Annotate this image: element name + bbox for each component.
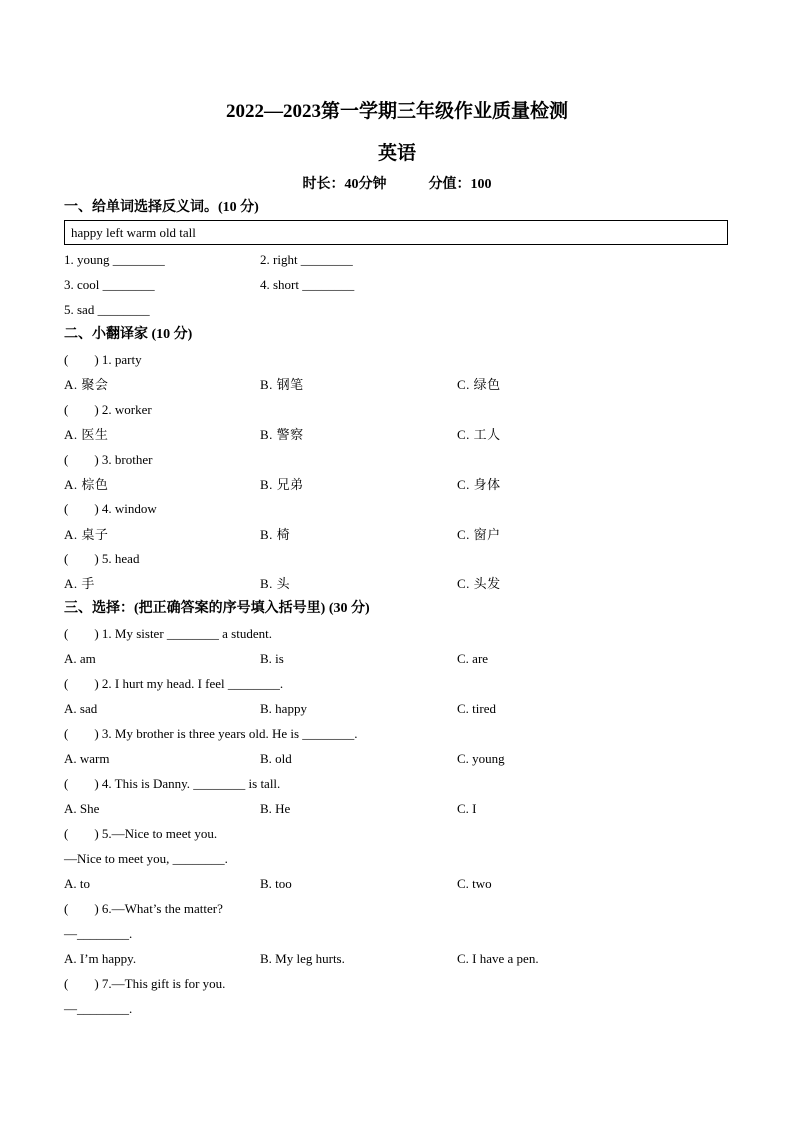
choice-option-a: A. sad <box>64 701 98 716</box>
choice-stem-6: ( ) 6.—What’s the matter? <box>64 901 223 916</box>
exam-score: 分值：100 <box>428 177 492 192</box>
choice-stem-4: ( ) 4. This is Danny. ________ is tall. <box>64 776 281 791</box>
translation-option-b: B. 头 <box>260 576 291 591</box>
choice-option-b: B. He <box>260 801 291 816</box>
translation-option-a: A. 桌子 <box>64 527 109 542</box>
antonym-item-5: 5. sad ________ <box>64 302 150 317</box>
translation-stem-1: ( ) 1. party <box>64 352 142 367</box>
antonym-item-2: 2. right ________ <box>260 252 353 267</box>
choice-stem-7: ( ) 7.—This gift is for you. <box>64 976 226 991</box>
choice-stem-2: ( ) 2. I hurt my head. I feel ________. <box>64 676 284 691</box>
choice-option-a: A. warm <box>64 751 110 766</box>
translation-option-b: B. 钢笔 <box>260 377 304 392</box>
choice-option-c: C. are <box>457 651 489 666</box>
choice-option-a: A. am <box>64 651 96 666</box>
translation-option-b: B. 兄弟 <box>260 477 304 492</box>
antonym-item-3: 3. cool ________ <box>64 277 155 292</box>
translation-option-a: A. 医生 <box>64 427 109 442</box>
choice-option-b: B. My leg hurts. <box>260 951 345 966</box>
translation-option-c: C. 身体 <box>457 477 501 492</box>
translation-stem-3: ( ) 3. brother <box>64 452 153 467</box>
translation-option-c: C. 绿色 <box>457 377 501 392</box>
choice-option-c: C. tired <box>457 701 496 716</box>
translation-stem-2: ( ) 2. worker <box>64 402 152 417</box>
word-bank-box: happy left warm old tall <box>64 220 728 245</box>
translation-option-c: C. 头发 <box>457 576 501 591</box>
choice-option-b: B. happy <box>260 701 307 716</box>
translation-stem-4: ( ) 4. window <box>64 501 157 516</box>
translation-option-b: B. 椅 <box>260 527 291 542</box>
translation-option-b: B. 警察 <box>260 427 304 442</box>
exam-title: 2022—2023第一学期三年级作业质量检测 <box>225 101 568 122</box>
choice-option-b: B. old <box>260 751 292 766</box>
exam-meta <box>0 173 794 193</box>
antonym-item-1: 1. young ________ <box>64 252 165 267</box>
section-heading-3: 三、选择：(把正确答案的序号填入括号里) (30 分) <box>64 601 370 616</box>
translation-option-a: A. 聚会 <box>64 377 109 392</box>
translation-option-a: A. 棕色 <box>64 477 109 492</box>
choice-option-c: C. two <box>457 876 492 891</box>
exam-subject: 英语 <box>377 143 416 164</box>
translation-option-c: C. 窗户 <box>457 527 501 542</box>
choice-option-a: A. to <box>64 876 90 891</box>
section-heading-1: 一、给单词选择反义词。(10 分) <box>64 200 259 215</box>
choice-option-a: A. She <box>64 801 100 816</box>
choice-reply-5: —Nice to meet you, ________. <box>64 851 228 866</box>
choice-option-a: A. I’m happy. <box>64 951 137 966</box>
choice-stem-1: ( ) 1. My sister ________ a student. <box>64 626 272 641</box>
choice-reply-6: —________. <box>64 926 133 941</box>
choice-stem-5: ( ) 5.—Nice to meet you. <box>64 826 218 841</box>
choice-option-c: C. young <box>457 751 505 766</box>
exam-duration: 时长：40分钟 <box>302 177 387 192</box>
translation-stem-5: ( ) 5. head <box>64 551 140 566</box>
choice-stem-3: ( ) 3. My brother is three years old. He is ________. <box>64 726 358 741</box>
translation-option-c: C. 工人 <box>457 427 501 442</box>
choice-option-b: B. is <box>260 651 284 666</box>
choice-reply-7: —________. <box>64 1001 133 1016</box>
translation-option-a: A. 手 <box>64 576 95 591</box>
section-heading-2: 二、小翻译家 (10 分) <box>64 327 193 342</box>
choice-option-b: B. too <box>260 876 292 891</box>
choice-option-c: C. I have a pen. <box>457 951 539 966</box>
choice-option-c: C. I <box>457 801 477 816</box>
antonym-item-4: 4. short ________ <box>260 277 355 292</box>
